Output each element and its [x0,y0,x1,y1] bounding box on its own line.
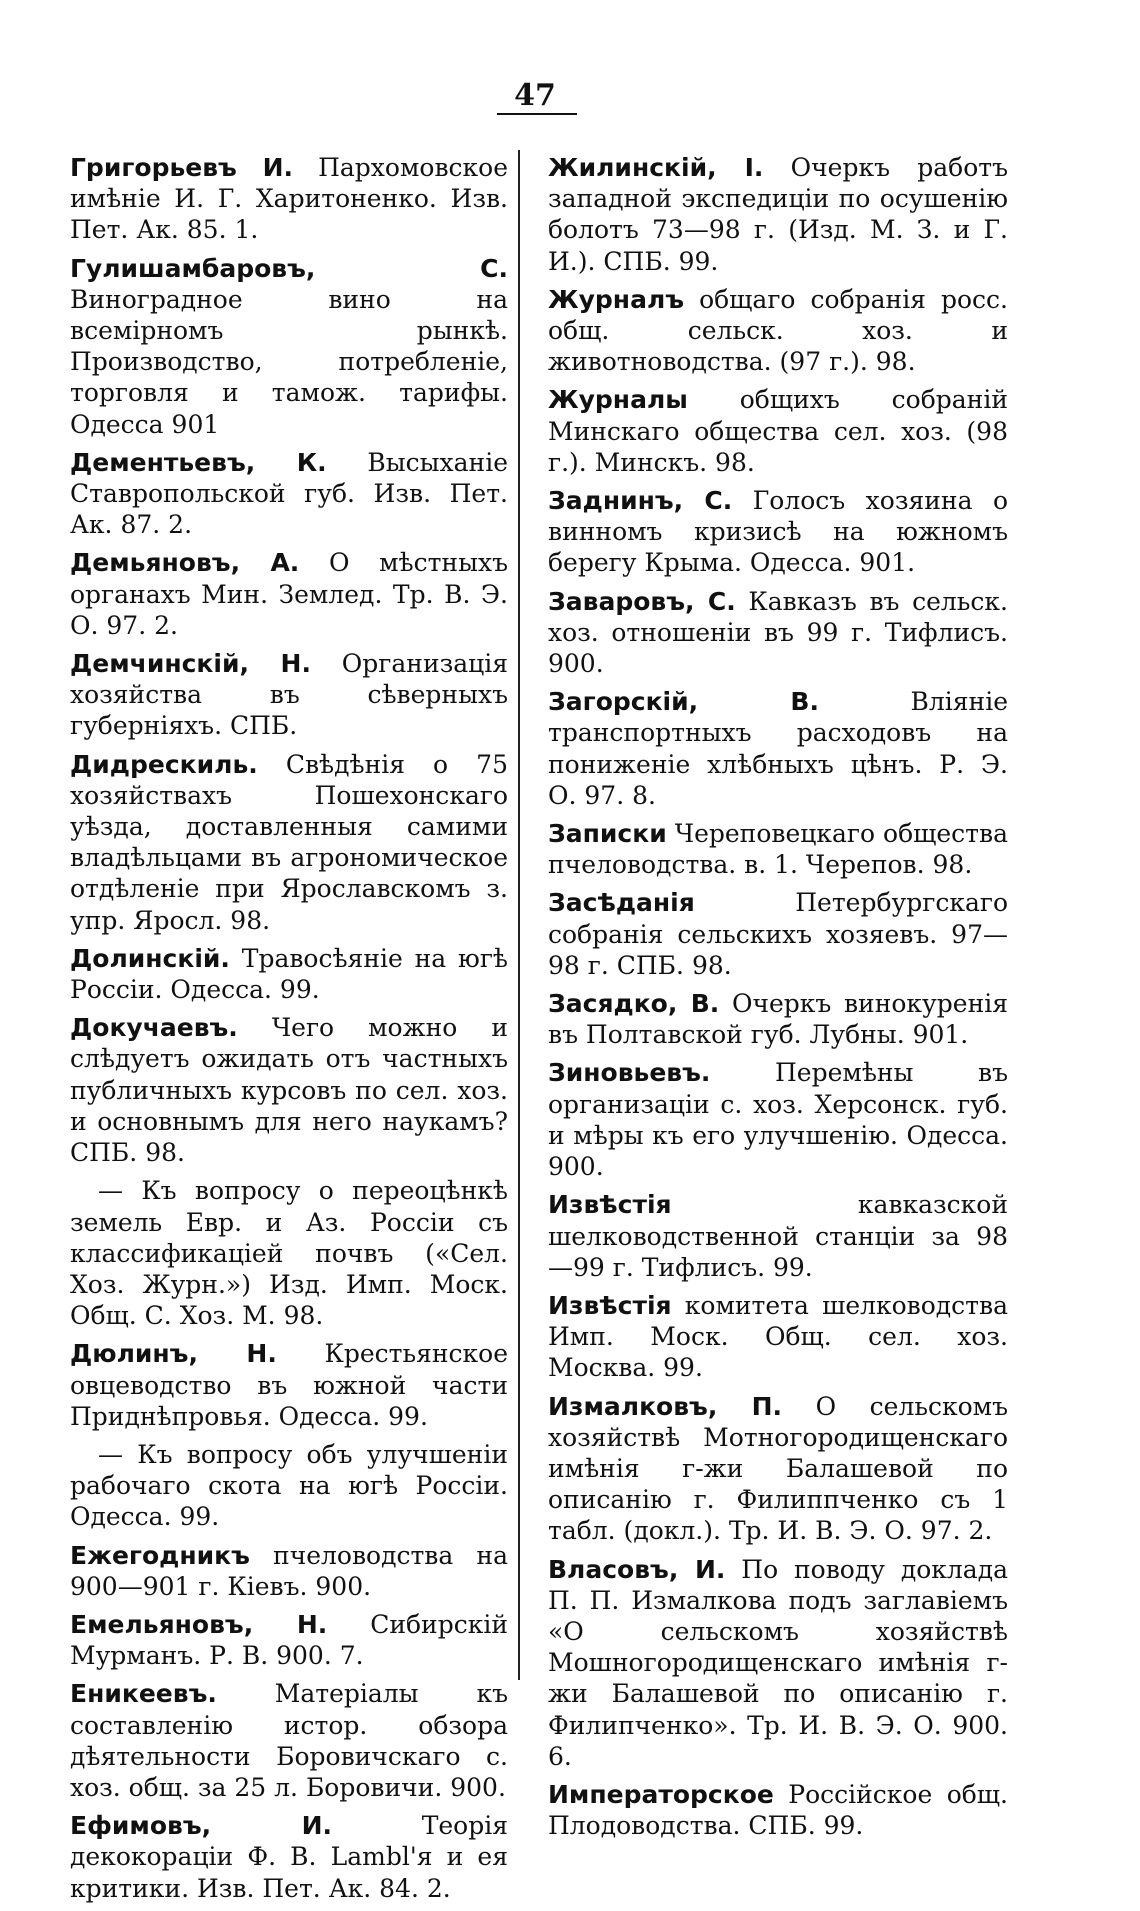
bibliography-entry [70,1678,508,1803]
bibliography-entry [70,1012,508,1168]
entry-text: Крестьянское овцеводство въ южной части Приднѣпровья. Одесса. 99. [70,1339,508,1431]
entry-author: Дюлинъ, Н. [70,1339,277,1369]
bibliography-entry [548,1057,1008,1182]
entry-author: Емельяновъ, Н. [70,1609,328,1639]
entry-author: Демьяновъ, А. [70,548,300,578]
entry-author: Императорское [548,1779,774,1809]
bibliography-entry [548,586,1008,680]
bibliography-entry [548,1189,1008,1283]
entry-text: Перемѣны въ организаціи с. хоз. Херсонск. губ. и мѣры къ его улучшенію. Одесса. 900. [548,1058,1008,1182]
entry-text: О мѣстныхъ органахъ Мин. Землед. Тр. В. Э. О. 97. 2. [70,548,508,640]
entry-author: Григорьевъ И. [70,153,294,182]
entry-author: Ежегодникъ [70,1540,250,1570]
entry-text: — Къ вопросу о переоцѣнкѣ земель Евр. и Аз. Россіи съ классификаціей почвъ («Сел. Хоз. Журн.») Изд. Имп. Моск. Общ. С. Хоз. М. 98. [70,1176,508,1331]
bibliography-entry [548,152,1008,277]
entry-author: Дементьевъ, К. [70,447,327,477]
bibliography-entry [548,485,1008,579]
entry-text: комитета шелководства Имп. Моск. Общ. сел. хоз. Москва. 99. [548,1290,1008,1383]
entry-text: Россійское общ. Плодоводства. СПБ. 99. [548,1779,1008,1841]
entry-author: Записки [548,819,667,849]
entry-text: Теорія декокораціи Ф. В. Lambl'я и ея критики. Изв. Пет. Ак. 84. 2. [70,1811,508,1903]
column-divider [518,150,520,1680]
bibliography-entry [70,648,508,742]
entry-text: О сельскомъ хозяйствѣ Мотногородищенскаго имѣнія г-жи Балашевой по описанію г. Филиппченко съ 1 табл. (докл.). Тр. И. В. Э. О. 97. 2. [548,1391,1008,1546]
left-column [70,152,508,1911]
entry-text: Сибирскій Мурманъ. Р. В. 900. 7. [70,1609,508,1671]
entry-author: Журналы [548,385,688,415]
entry-text: Свѣдѣнія о 75 хозяйствахъ Пошехонскаго уѣзда, доставленныя самими владѣльцами въ агрономическое отдѣленіе при Ярославскомъ з. упр. Яросл. 98. [70,749,508,935]
bibliography-entry [70,1810,508,1904]
entry-author: Еникеевъ. [70,1679,217,1709]
bibliography-entry [70,152,508,246]
entry-text: Матеріалы къ составленію истор. обзора дѣятельности Боровичскаго с. хоз. общ. за 25 л. Боровичи. 900. [70,1679,508,1802]
entry-text: Организація хозяйства въ сѣверныхъ губерніяхъ. СПБ. [70,649,508,741]
bibliography-entry [70,1540,508,1602]
entry-author: Засѣданія [548,888,695,918]
bibliography-entry [548,1290,1008,1384]
entry-text: Травосѣяніе на югѣ Россіи. Одесса. 99. [70,943,508,1005]
bibliography-entry [548,1391,1008,1547]
entry-author: Заднинъ, С. [548,486,733,516]
bibliography-entry [70,547,508,641]
bibliography-entry [70,749,508,936]
bibliography-entry [548,818,1008,880]
entry-text: общаго собранія росс. общ. сельск. хоз. и животноводства. (97 г.). 98. [548,284,1008,377]
bibliography-entry [548,384,1008,478]
header-rule [497,113,577,115]
entry-text: По поводу доклада П. П. Измалкова подъ заглавіемъ «О сельскомъ хозяйствѣ Мошногородищенскаго имѣнія г-жи Балашевой по описанію г. Филипченко». Тр. И. В. Э. О. 900. 6. [548,1554,1008,1771]
page-number: 47 [514,78,556,113]
entry-text: общихъ собраній Минскаго общества сел. хоз. (98 г.). Минскъ. 98. [548,385,1008,477]
entry-author: Долинскій. [70,943,230,973]
entry-text: — Къ вопросу объ улучшеніи рабочаго скота на югѣ Россіи. Одесса. 99. [70,1439,508,1532]
entry-author: Заваровъ, С. [548,586,736,616]
entry-text: Петербургскаго собранія сельскихъ хозяевъ. 97—98 г. СПБ. 98. [548,888,1008,980]
entry-author: Измалковъ, П. [548,1391,783,1421]
entry-text: Череповецкаго общества пчеловодства. в. 1. Черепов. 98. [548,819,1008,880]
entry-text: Чего можно и слѣдуетъ ожидать отъ частныхъ публичныхъ курсовъ по сел. хоз. и основнымъ для него наукамъ? СПБ. 98. [70,1013,508,1168]
entry-text: Виноградное вино на всемірномъ рынкѣ. Производство, потребленіе, торговля и тамож. тарифы. Одесса 901 [70,284,508,439]
entry-text: Кавказъ въ сельск. хоз. отношеніи въ 99 г. Тифлисъ. 900. [548,586,1008,679]
bibliography-entry [548,1554,1008,1772]
bibliography-entry [548,686,1008,811]
entry-author: Гулишамбаровъ, С. [70,253,508,283]
bibliography-entry [70,1338,508,1432]
bibliography-entry [548,887,1008,981]
entry-text: пчеловодства на 900—901 г. Кіевъ. 900. [70,1540,508,1601]
entry-author: Зиновьевъ. [548,1058,711,1088]
entry-text: Вліяніе транспортныхъ расходовъ на пониженіе хлѣбныхъ цѣнъ. Р. Э. О. 97. 8. [548,687,1008,810]
entry-text: Высыханіе Ставропольской губ. Изв. Пет. Ак. 87. 2. [70,447,508,540]
entry-author: Дидрескиль. [70,749,258,779]
entry-author: Засядко, В. [548,989,720,1019]
entry-author: Жилинскій, І. [548,153,764,182]
entry-text: Пархомовское имѣніе И. Г. Харитоненко. Изв. Пет. Ак. 85. 1. [70,153,508,245]
entry-author: Загорскій, В. [548,687,819,717]
entry-text: Очеркъ винокуренія въ Полтавской губ. Лубны. 901. [548,989,1008,1050]
bibliography-entry [548,1779,1008,1841]
entry-author: Власовъ, И. [548,1554,726,1584]
bibliography-entry-continuation [70,1175,508,1331]
entry-text: кавказской шелководственной станціи за 98—99 г. Тифлисъ. 99. [548,1190,1008,1282]
entry-author: Докучаевъ. [70,1013,238,1043]
bibliography-entry [548,988,1008,1050]
entry-text: Очеркъ работъ западной экспедиціи по осушенію болотъ 73—98 г. (Изд. М. З. и Г. И.). СПБ. 99. [548,153,1009,276]
entry-author: Извѣстія [548,1290,672,1320]
bibliography-entry [70,447,508,541]
bibliography-entry [70,253,508,440]
entry-text: Голосъ хозяина о винномъ кризисѣ на южномъ берегу Крыма. Одесса. 901. [548,486,1009,578]
entry-author: Журналъ [548,284,685,314]
bibliography-entry [548,284,1008,378]
bibliography-entry-continuation [70,1439,508,1533]
bibliography-entry [70,1609,508,1671]
bibliography-entry [70,943,508,1005]
entry-author: Демчинскій, Н. [70,649,311,679]
entry-author: Ефимовъ, И. [70,1811,332,1841]
right-column [548,152,1008,1848]
entry-author: Извѣстія [548,1190,672,1220]
